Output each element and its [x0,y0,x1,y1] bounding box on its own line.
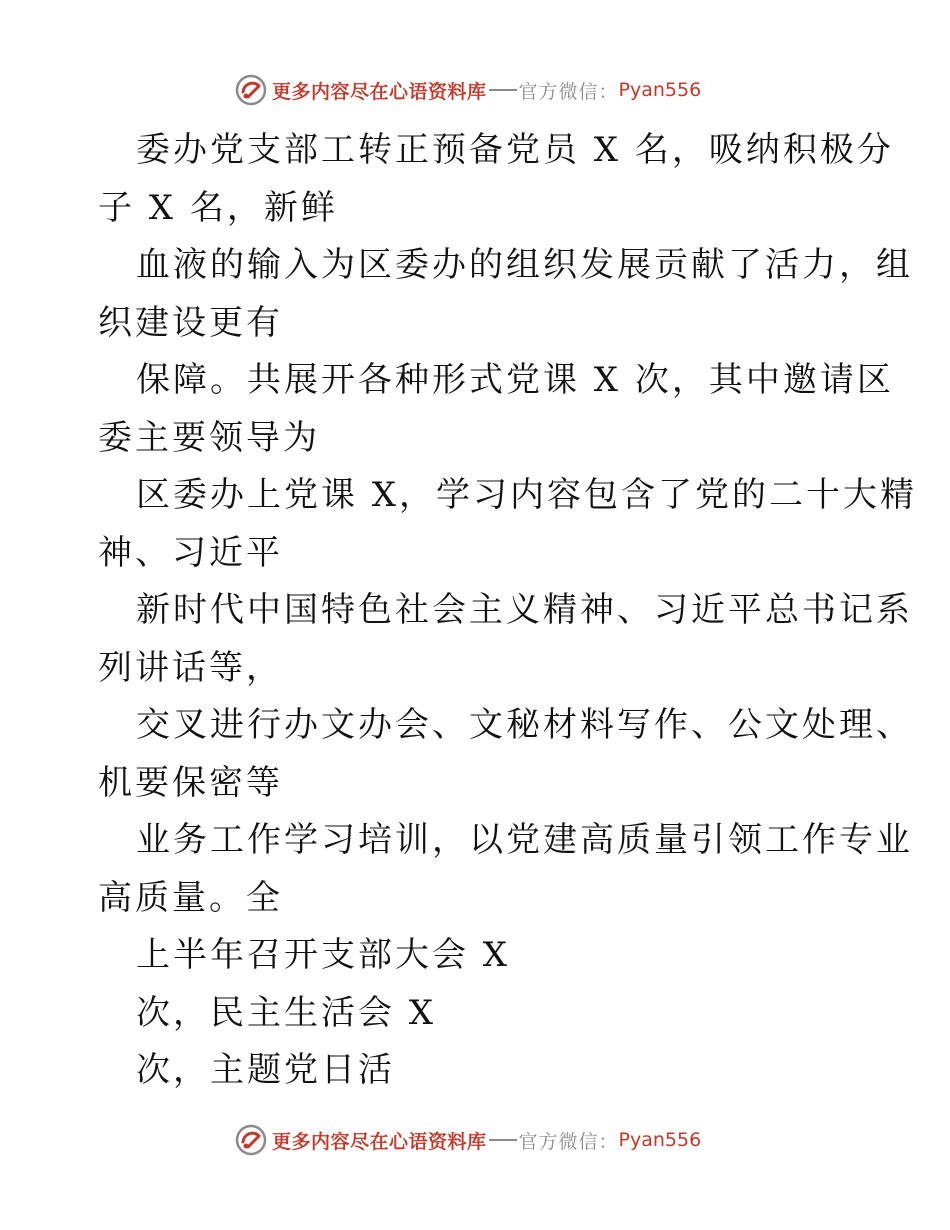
body-text-line: 业务工作学习培训，以党建高质量引领工作专业 [136,820,913,860]
document-body [98,122,918,1100]
body-text-line: 保障。共展开各种形式党课 X 次，其中邀请区 [136,360,894,400]
footer-watermark [234,1122,701,1158]
watermark-dash [489,89,517,91]
watermark-promo-text: 更多内容尽在心语资料库 [272,80,487,103]
body-text-line: 子 X 名，新鲜 [98,187,338,228]
watermark-dash [489,1139,517,1141]
body-text-line: 区委办上党课 X，学习内容包含了党的二十大精 [136,475,918,515]
watermark-contact-id: Pyan556 [618,79,702,101]
body-text-line: 织建设更有 [98,302,283,343]
body-text-line: 委办党支部工转正预备党员 X 名，吸纳积极分 [136,130,894,170]
body-text-line: 交叉进行办文办会、文秘材料写作、公文处理、 [136,705,913,745]
body-text-line: 委主要领导为 [98,417,320,458]
xinyu-logo-icon [234,1123,268,1157]
body-text-line: 机要保密等 [98,762,283,803]
body-text-line: 次，民主生活会 X [136,992,437,1033]
body-text-line: 列讲话等， [98,647,283,688]
watermark-contact-label: 官方微信： [518,80,619,103]
body-text-line: 血液的输入为区委办的组织发展贡献了活力，组 [136,245,913,285]
body-text-line: 高质量。全 [98,877,283,918]
body-text-line: 上半年召开支部大会 X [136,935,511,975]
xinyu-logo-icon [234,73,268,107]
header-watermark [234,72,701,108]
watermark-contact-label: 官方微信： [518,1130,619,1153]
body-text-line: 新时代中国特色社会主义精神、习近平总书记系 [136,590,913,630]
body-text-line: 神、习近平 [98,532,283,573]
body-text-line: 次，主题党日活 [136,1050,395,1090]
watermark-promo-text: 更多内容尽在心语资料库 [272,1130,487,1153]
watermark-contact-id: Pyan556 [618,1129,702,1151]
